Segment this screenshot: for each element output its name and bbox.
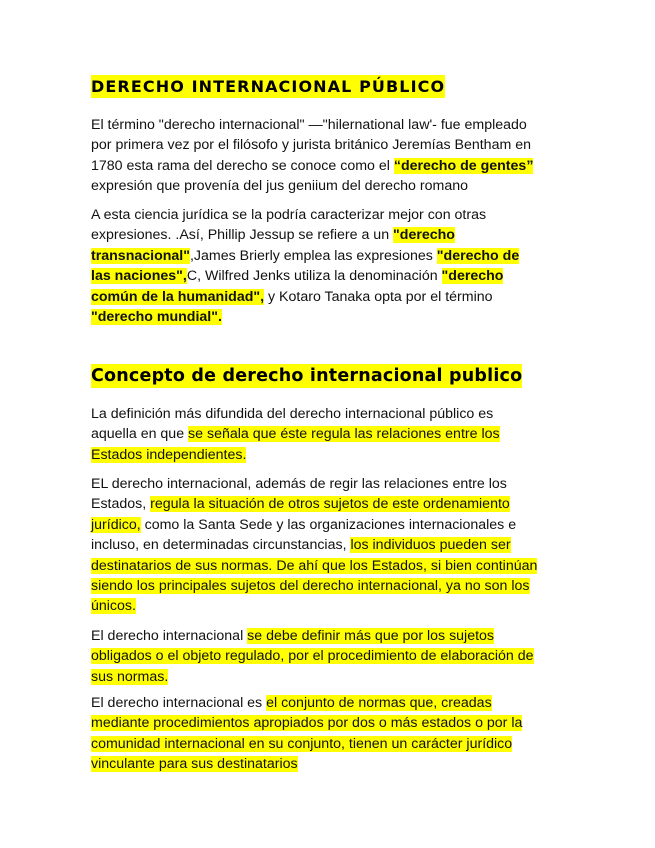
paragraph-origin: El término "derecho internacional" —"hilernational law'- fue empleado por primera vez por el filósofo y jurista británico Jeremías Bentham en 1780 esta rama del derecho se conoce como el “derecho de gentes” expresión que provenía del jus geniium del derecho romano — [91, 117, 534, 195]
paragraph-expressions: A esta ciencia jurídica se la podría caracterizar mejor con otras expresiones. .Así, Phillip Jessup se refiere a un "derecho transnacional",James Brierly emplea las expresiones "derecho de las naciones",C, Wilfred Jenks utiliza la denominación "derecho común de la humanidad", y Kotaro Tanaka opta por el término "derecho mundial". — [91, 207, 520, 326]
paragraph-definition: La definición más difundida del derecho internacional público es aquella en que se señala que éste regula las relaciones entre los Estados independientes. — [91, 406, 500, 463]
paragraph-subjects: EL derecho internacional, además de regir las relaciones entre los Estados, regula la situación de otros sujetos de este ordenamiento jurídico, como la Santa Sede y las organizaciones internacionales e incluso, en determinadas circunstancias, los individuos pueden ser destinatarios de sus normas. De ahí que los Estados, si bien continúan siendo los principales sujetos del derecho internacional, ya no son los únicos. — [91, 476, 538, 615]
paragraph-norms: El derecho internacional es el conjunto de normas que, creadas mediante procedimientos apropiados por dos o más estados o por la comunidad internacional en su conjunto, tienen un carácter jurídico vinculante para sus destinatarios — [91, 695, 523, 773]
section-title: Concepto de derecho internacional publico — [91, 366, 523, 386]
highlight-derecho-de-gentes: “derecho de gentes” — [393, 157, 534, 174]
paragraph-procedure: El derecho internacional se debe definir más que por los sujetos obligados o el objeto regulado, por el procedimiento de elaboración de sus normas. — [91, 628, 534, 685]
document-title: DERECHO INTERNACIONAL PÚBLICO — [91, 77, 446, 96]
